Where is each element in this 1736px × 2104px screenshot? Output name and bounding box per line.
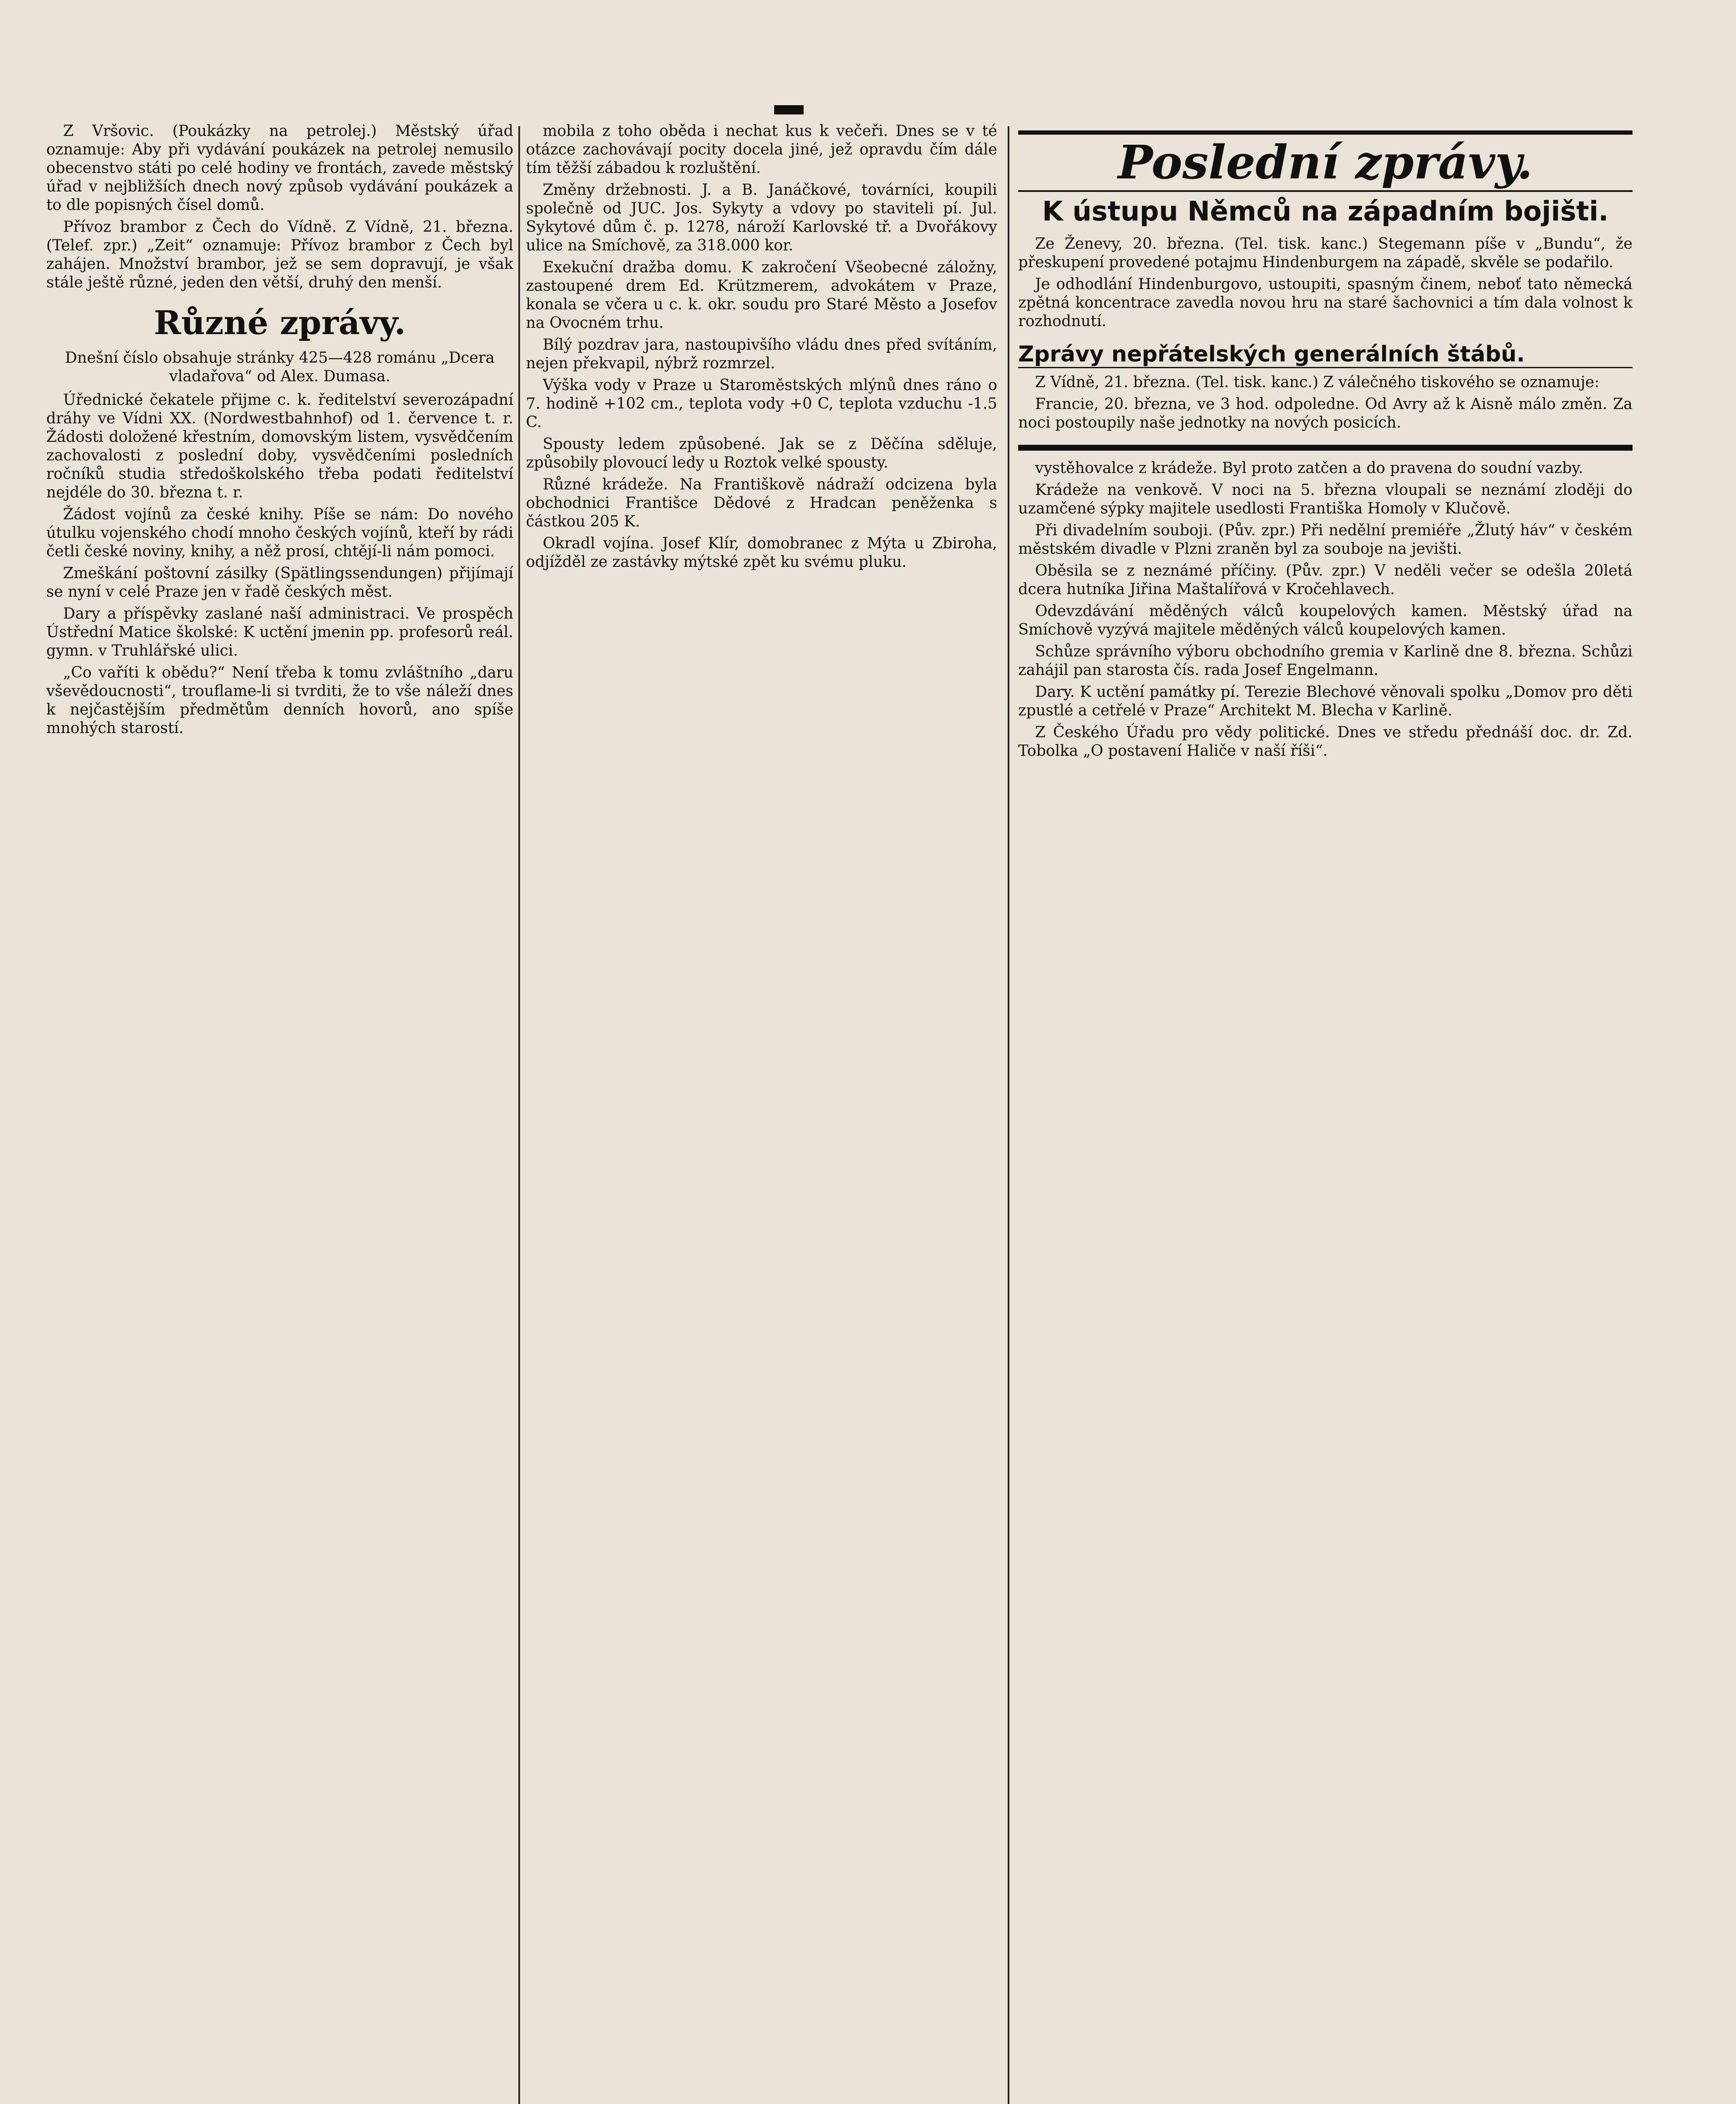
- article: Žádost vojínů za české knihy. Píše se nám: Do nového útulku vojenského chodí mnoho českých vojínů, kteří by rádi četli české noviny, knihy, a něž prosí, chtějí-li nám pomoci.: [46, 506, 513, 560]
- column-3: [1018, 122, 1632, 2104]
- article: Změny držebnosti. J. a B. Janáčkové, továrníci, koupili společně od JUC. Jos. Sykyty a vdovy po staviteli pí. Jul. Sykytové dům č. p. 1278, nároží Karlovské tř. a Dvořákovy ulice na Smíchově, za 318.000 kor.: [526, 181, 997, 254]
- article: Je odhodlání Hindenburgovo, ustoupiti, spasným činem, neboť tato německá zpětná koncentrace zavedla novou hru na staré šachovnici a tím dala volnost k rozhodnutí.: [1018, 276, 1632, 330]
- article: Zmeškání poštovní zásilky (Spätlingssendungen) přijímají se nyní v celé Praze jen v řadě českých měst.: [46, 565, 513, 600]
- article: „Co vaříti k obědu?“ Není třeba k tomu zvláštního „daru vševědoucnosti“, trouflame-li si tvrditi, že to vše náleží dnes k nejčastějším předmětům denních hovorů, ano spíše mnohých starostí.: [46, 664, 513, 737]
- article: Bílý pozdrav jara, nastoupivšího vládu dnes před svítáním, nejen překvapil, nýbrž rozmrzel.: [526, 336, 997, 372]
- article: Odevzdávání měděných válců koupelových kamen. Městský úřad na Smíchově vyzývá majitele měděných válců koupelových kamen.: [1018, 603, 1632, 638]
- article: Při divadelním souboji. (Pův. zpr.) Při nedělní premiéře „Žlutý háv“ v českém městském divadle v Plzni zraněn byl za souboje na jevišti.: [1018, 522, 1632, 558]
- article: Schůze správního výboru obchodního gremia v Karlině dne 8. března. Schůzi zahájil pan starosta čís. rada Josef Engelmann.: [1018, 643, 1632, 679]
- section-headline: Zprávy nepřátelských generálních štábů.: [1018, 342, 1632, 368]
- article: Oběsila se z neznámé příčiny. (Pův. zpr.) V neděli večer se odešla 20letá dcera hutníka Jiřina Maštalířová v Kročehlavech.: [1018, 562, 1632, 598]
- article: Z Vídně, 21. března. (Tel. tisk. kanc.) Z válečného tiskového se oznamuje:: [1035, 374, 1600, 391]
- article: Dary. K uctění památky pí. Terezie Blechové věnovali spolku „Domov pro děti zpustlé a cetřelé v Praze“ Architekt M. Blecha v Karlině.: [1018, 683, 1632, 719]
- article: mobila z toho oběda i nechat kus k večeři. Dnes se v té otázce zachovávají pocity docela jiné, jež opravdu čím dále tím těžší zábadou k rozluštění.: [526, 122, 997, 177]
- article: vystěhovalce z krádeže. Byl proto zatčen a do pravena do soudní vazby.: [1035, 460, 1583, 477]
- main-headline: Poslední zprávy.: [1018, 130, 1632, 192]
- section-rule: [1018, 445, 1632, 451]
- article: Výška vody v Praze u Staroměstských mlýnů dnes ráno o 7. hodině +102 cm., teplota vody +0 C, teplota vzduchu -1.5 C.: [526, 377, 997, 431]
- article: Okradl vojína. Josef Klír, domobranec z Mýta u Zbiroha, odjížděl ze zastávky mýtské zpět ku svému pluku.: [526, 535, 997, 571]
- article: Přívoz brambor z Čech do Vídně. Z Vídně, 21. března. (Telef. zpr.) „Zeit“ oznamuje: Přívoz brambor z Čech byl zahájen. Množství brambor, jež se sem dopravují, je však stále ještě různé, jeden den větší, druhý den menší.: [46, 218, 513, 291]
- sub-headline: K ústupu Němců na západním bojišti.: [1042, 196, 1609, 227]
- article: Dary a příspěvky zaslané naší administraci. Ve prospěch Ústřední Matice školské: K uctění jmenin pp. profesorů reál. gymn. v Truhlářské ulici.: [46, 605, 513, 659]
- section-intro: Dnešní číslo obsahuje stránky 425—428 románu „Dcera vladařova“ od Alex. Dumasa.: [65, 349, 495, 385]
- column-2: [526, 122, 997, 2104]
- article: Exekuční dražba domu. K zakročení Všeobecné záložny, zastoupené drem Ed. Krützmerem, advokátem v Praze, konala se včera u c. k. okr. soudu pro Staré Město a Josefov na Ovocném trhu.: [526, 259, 997, 332]
- article: Ze Ženevy, 20. března. (Tel. tisk. kanc.) Stegemann píše v „Bundu“, že přeskupení provedené potajmu Hindenburgem na západě, skvěle se podařilo.: [1018, 235, 1632, 271]
- article: Francie, 20. března, ve 3 hod. odpoledne. Od Avry až k Aisně málo změn. Za noci postoupily naše jednotky na nových posicích.: [1018, 396, 1632, 431]
- article: Z Vršovic. (Poukázky na petrolej.) Městský úřad oznamuje: Aby při vydávání poukázek na petrolej nemusilo obecenstvo státi po celé hodiny ve frontách, zavede městský úřad v nejbližších dnech nový způsob vydávání poukázek a to dle popisných čísel domů.: [46, 122, 513, 214]
- column-divider: [1008, 126, 1009, 2104]
- article: Úřednické čekatele přijme c. k. ředitelství severozápadní dráhy ve Vídni XX. (Nordwestbahnhof) od 1. července t. r. Žádosti doložené křestním, domovským listem, vysvědčením zachovalosti z poslední doby, vysvědčeními posledních ročníků studia středoškolského třeba podati ředitelství nejdéle do 30. března t. r.: [46, 391, 513, 501]
- section-title: Různé zprávy.: [154, 304, 406, 342]
- article: Různé krádeže. Na Františkově nádraží odcizena byla obchodnici Františce Dědové z Hradcan peněženka s částkou 205 K.: [526, 476, 997, 530]
- masthead-dash: [774, 105, 804, 114]
- article: Z Českého Úřadu pro vědy politické. Dnes ve středu přednáší doc. dr. Zd. Tobolka „O postavení Haliče v naší říši“.: [1018, 724, 1632, 760]
- article: Krádeže na venkově. V noci na 5. března vloupali se neznámí zloději do uzamčené sýpky majitele usedlosti Františka Homoly v Klučově.: [1018, 481, 1632, 517]
- column-1: [46, 122, 513, 2104]
- article: Spousty ledem způsobené. Jak se z Děčína sděluje, způsobily plovoucí ledy u Roztok velké spousty.: [526, 436, 997, 471]
- column-divider: [518, 126, 520, 2104]
